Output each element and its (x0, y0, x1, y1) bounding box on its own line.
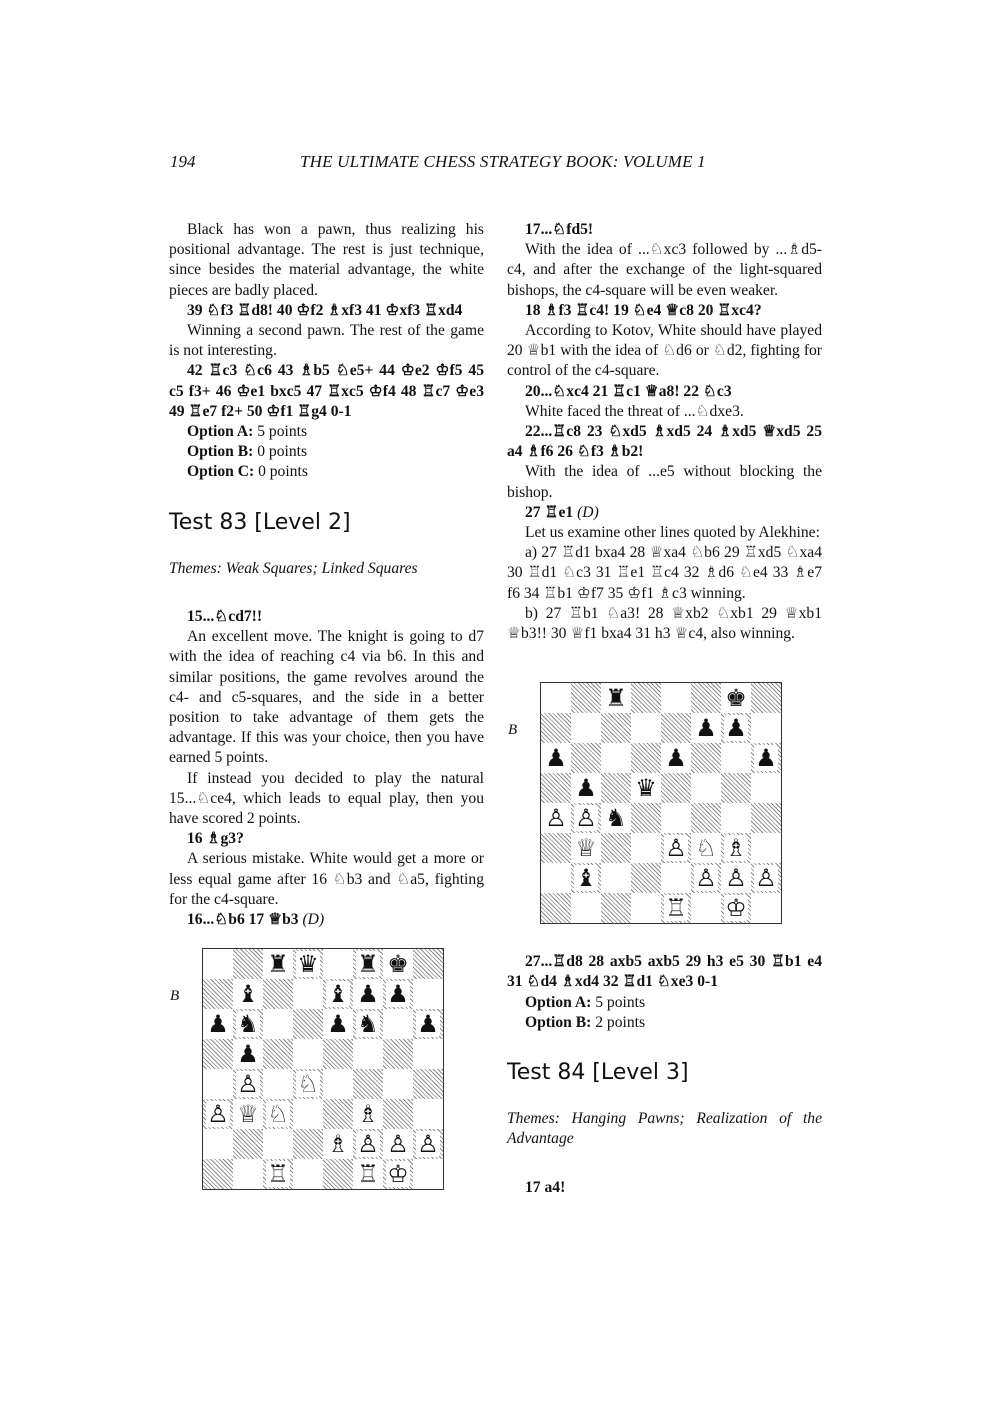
test-heading: Test 83 [Level 2] (169, 509, 351, 535)
chess-piece: ♚ (387, 950, 409, 979)
board-square (601, 743, 631, 773)
option-a: Option A: 5 points (525, 993, 646, 1011)
chess-piece: ♚ (725, 684, 747, 713)
side-to-move-label: B (170, 988, 180, 1005)
chess-piece: ♛ (635, 774, 657, 803)
board-square (631, 743, 661, 773)
board-square (691, 683, 721, 713)
board-square (383, 979, 413, 1009)
board-square (631, 863, 661, 893)
left-column (169, 220, 484, 1190)
paragraph: A serious mistake. White would get a more or less equal game after 16 ♘b3 and ♘a5, fighting for the c4-square. (169, 850, 484, 908)
board-square (601, 833, 631, 863)
chess-piece: ♜ (605, 684, 627, 713)
board-square (571, 803, 601, 833)
board-square (203, 979, 233, 1009)
paragraph: If instead you decided to play the natural 15...♘ce4, which leads to equal play, then you have scored 2 points. (169, 769, 484, 828)
board-square (691, 893, 721, 923)
board-square (721, 773, 751, 803)
board-square (691, 863, 721, 893)
board-square (721, 893, 751, 923)
board-square (203, 1129, 233, 1159)
move-line: 22...♖c8 23 ♘xd5 ♗xd5 24 ♗xd5 ♕xd5 25 a4 ♗f6 26 ♘f3 ♗b2! (507, 423, 822, 461)
board-square (541, 893, 571, 923)
option-b: Option B: 0 points (187, 443, 308, 461)
board-square (751, 773, 781, 803)
board-square (383, 1129, 413, 1159)
chess-piece: ♝ (575, 864, 597, 893)
board-square (293, 1159, 323, 1189)
board-square (541, 713, 571, 743)
chess-piece: ♟ (575, 774, 597, 803)
paragraph: With the idea of ...e5 without blocking the bishop. (507, 463, 822, 501)
paragraph: a) 27 ♖d1 bxa4 28 ♕xa4 ♘b6 29 ♖xd5 ♘xa4 30 ♖d1 ♘c3 31 ♖e1 ♖c4 32 ♗d6 ♘e4 33 ♗e7 f6 34 ♖b1 ♔f7 35 ♔f1 ♗c3 winning. (507, 544, 822, 602)
board-square (721, 683, 751, 713)
board-square (383, 1069, 413, 1099)
move-line: 16 ♗g3? (187, 830, 244, 848)
chess-piece: ♟ (665, 744, 687, 773)
board-square (413, 1159, 443, 1189)
chess-piece: ♕ (575, 834, 597, 863)
move-line: 16...♘b6 17 ♕b3 (D) (187, 911, 325, 929)
board-square (541, 863, 571, 893)
board-square (323, 949, 353, 979)
board-square (353, 1099, 383, 1129)
board-square (631, 833, 661, 863)
board-square (353, 1129, 383, 1159)
board-square (203, 1009, 233, 1039)
board-square (413, 1009, 443, 1039)
board-square (293, 1069, 323, 1099)
chess-piece: ♝ (237, 980, 259, 1009)
board-square (353, 979, 383, 1009)
chess-piece: ♙ (357, 1130, 379, 1159)
chess-piece: ♙ (417, 1130, 439, 1159)
chess-piece: ♞ (605, 804, 627, 833)
board-square (541, 743, 571, 773)
board-square (323, 1069, 353, 1099)
chess-piece: ♜ (357, 950, 379, 979)
board-square (751, 713, 781, 743)
move-line: 18 ♗f3 ♖c4! 19 ♘e4 ♕c8 20 ♖xc4? (525, 301, 762, 319)
chess-piece: ♙ (665, 834, 687, 863)
board-square (631, 683, 661, 713)
chess-piece: ♟ (207, 1010, 229, 1039)
board-square (203, 1039, 233, 1069)
move-line: 17 a4! (525, 1178, 566, 1196)
board-square (571, 743, 601, 773)
chess-piece: ♖ (357, 1160, 379, 1189)
board-square (661, 713, 691, 743)
chess-piece: ♙ (725, 864, 747, 893)
board-square (661, 833, 691, 863)
chess-piece: ♗ (725, 834, 747, 863)
board-square (691, 833, 721, 863)
move-line: 27 ♖e1 (D) (525, 503, 599, 521)
paragraph: Winning a second pawn. The rest of the game is not interesting. (169, 322, 484, 360)
chess-board (540, 682, 782, 924)
move-line: 15...♘cd7!! (187, 608, 263, 626)
board-square (293, 1129, 323, 1159)
board-square (721, 743, 751, 773)
move-line: 39 ♘f3 ♖d8! 40 ♔f2 ♗xf3 41 ♔xf3 ♖xd4 (187, 301, 463, 319)
board-square (323, 1009, 353, 1039)
board-square (383, 949, 413, 979)
test-heading: Test 84 [Level 3] (507, 1060, 689, 1086)
board-square (293, 949, 323, 979)
board-square (751, 863, 781, 893)
chess-piece: ♙ (695, 864, 717, 893)
board-square (691, 773, 721, 803)
board-square (571, 773, 601, 803)
chess-piece: ♔ (725, 894, 747, 923)
board-square (541, 683, 571, 713)
themes-line: Themes: Hanging Pawns; Realization of the Advantage (507, 1110, 822, 1148)
chess-piece: ♙ (387, 1130, 409, 1159)
board-square (323, 1129, 353, 1159)
board-square (721, 713, 751, 743)
board-square (263, 1039, 293, 1069)
board-square (293, 1039, 323, 1069)
paragraph: With the idea of ...♘xc3 followed by ...♗d5-c4, and after the exchange of the light-squared bishops, the c4-square will be even weaker. (507, 241, 822, 299)
board-square (631, 713, 661, 743)
chess-piece: ♞ (357, 1010, 379, 1039)
chess-piece: ♘ (695, 834, 717, 863)
board-square (323, 1099, 353, 1129)
board-square (721, 833, 751, 863)
move-line: 27...♖d8 28 axb5 axb5 29 h3 e5 30 ♖b1 e4 31 ♘d4 ♗xd4 32 ♖d1 ♘xe3 0-1 (507, 953, 822, 991)
chess-board (202, 948, 444, 1190)
board-square (601, 893, 631, 923)
move-line: 17...♘fd5! (525, 221, 594, 238)
move-line: 42 ♖c3 ♘c6 43 ♗b5 ♘e5+ 44 ♔e2 ♔f5 45 c5 f3+ 46 ♔e1 bxc5 47 ♖xc5 ♔f4 48 ♖c7 ♔e3 49 ♖e7 f2+ 50 ♔f1 ♖g4 0-1 (169, 362, 484, 420)
page-number: 194 (170, 152, 196, 171)
board-square (323, 1159, 353, 1189)
board-square (541, 833, 571, 863)
book-title: THE ULTIMATE CHESS STRATEGY BOOK: VOLUME 1 (300, 152, 706, 171)
board-square (353, 949, 383, 979)
chess-diagram (508, 682, 822, 924)
themes-line: Themes: Weak Squares; Linked Squares (169, 559, 418, 577)
paragraph: According to Kotov, White should have played 20 ♕b1 with the idea of ♘d6 or ♘d2, fighting for control of the c4-square. (507, 322, 822, 380)
chess-piece: ♘ (297, 1070, 319, 1099)
board-square (233, 979, 263, 1009)
board-square (661, 893, 691, 923)
right-column (507, 220, 822, 1198)
board-square (263, 1159, 293, 1189)
board-square (353, 1039, 383, 1069)
board-square (751, 683, 781, 713)
paragraph: b) 27 ♖b1 ♘a3! 28 ♕xb2 ♘xb1 29 ♕xb1 ♕b3!! 30 ♕f1 bxa4 31 h3 ♕c4, also winning. (507, 604, 822, 643)
board-square (263, 1099, 293, 1129)
board-square (571, 863, 601, 893)
chess-piece: ♟ (755, 744, 777, 773)
board-square (203, 949, 233, 979)
paragraph: White faced the threat of ...♘dxe3. (525, 402, 744, 420)
board-square (233, 1069, 263, 1099)
board-square (601, 863, 631, 893)
chess-piece: ♙ (575, 804, 597, 833)
board-square (383, 1039, 413, 1069)
board-square (571, 833, 601, 863)
board-square (233, 949, 263, 979)
board-square (631, 803, 661, 833)
board-square (263, 979, 293, 1009)
chess-piece: ♙ (755, 864, 777, 893)
board-square (413, 1099, 443, 1129)
board-square (323, 979, 353, 1009)
board-square (383, 1009, 413, 1039)
board-square (631, 773, 661, 803)
chess-piece: ♟ (545, 744, 567, 773)
board-square (661, 863, 691, 893)
board-square (691, 803, 721, 833)
board-square (571, 683, 601, 713)
chess-piece: ♙ (237, 1070, 259, 1099)
board-square (233, 1009, 263, 1039)
board-square (233, 1129, 263, 1159)
chess-piece: ♖ (665, 894, 687, 923)
chess-piece: ♟ (387, 980, 409, 1009)
chess-piece: ♔ (387, 1160, 409, 1189)
running-header (170, 152, 830, 178)
board-square (751, 803, 781, 833)
chess-piece: ♗ (327, 1130, 349, 1159)
board-square (601, 803, 631, 833)
chess-piece: ♝ (327, 980, 349, 1009)
board-square (353, 1009, 383, 1039)
board-square (353, 1159, 383, 1189)
board-square (263, 949, 293, 979)
board-square (203, 1069, 233, 1099)
chess-piece: ♟ (725, 714, 747, 743)
board-square (203, 1159, 233, 1189)
board-square (631, 893, 661, 923)
board-square (263, 1069, 293, 1099)
board-square (353, 1069, 383, 1099)
chess-piece: ♙ (545, 804, 567, 833)
board-square (413, 979, 443, 1009)
board-square (233, 1099, 263, 1129)
move-line: 20...♘xc4 21 ♖c1 ♕a8! 22 ♘c3 (525, 382, 732, 400)
side-to-move-label: B (508, 722, 518, 739)
board-square (661, 803, 691, 833)
chess-piece: ♟ (327, 1010, 349, 1039)
board-square (293, 1099, 323, 1129)
board-square (203, 1099, 233, 1129)
option-b: Option B: 2 points (525, 1013, 646, 1031)
board-square (751, 893, 781, 923)
chess-piece: ♟ (417, 1010, 439, 1039)
board-square (413, 1039, 443, 1069)
board-square (571, 713, 601, 743)
option-a: Option A: 5 points (187, 423, 308, 441)
board-square (691, 743, 721, 773)
board-square (233, 1039, 263, 1069)
paragraph: An excellent move. The knight is going to d7 with the idea of reaching c4 via b6. In this and similar positions, the game revolves around the c4- and c5-squares, and the side in a better position to take advantage of them gets the advantage. If this was your choice, then you have earned 5 points. (169, 628, 484, 767)
board-square (233, 1159, 263, 1189)
board-square (721, 803, 751, 833)
chess-piece: ♙ (207, 1100, 229, 1129)
paragraph: Black has won a pawn, thus realizing his positional advantage. The rest is just technique, since besides the material advantage, the white pieces are badly placed. (169, 221, 484, 299)
board-square (661, 743, 691, 773)
chess-piece: ♞ (237, 1010, 259, 1039)
board-square (541, 803, 571, 833)
chess-piece: ♜ (267, 950, 289, 979)
board-square (751, 833, 781, 863)
chess-piece: ♖ (267, 1160, 289, 1189)
board-square (751, 743, 781, 773)
board-square (413, 1069, 443, 1099)
board-square (383, 1099, 413, 1129)
board-square (323, 1039, 353, 1069)
chess-diagram (170, 948, 484, 1190)
chess-piece: ♛ (297, 950, 319, 979)
board-square (601, 773, 631, 803)
board-square (601, 713, 631, 743)
board-square (661, 773, 691, 803)
board-square (541, 773, 571, 803)
chess-piece: ♟ (237, 1040, 259, 1069)
chess-piece: ♘ (267, 1100, 289, 1129)
chess-piece: ♕ (237, 1100, 259, 1129)
option-c: Option C: 0 points (187, 463, 308, 481)
board-square (263, 1129, 293, 1159)
board-square (601, 683, 631, 713)
paragraph: Let us examine other lines quoted by Alekhine: (525, 524, 820, 542)
board-square (413, 1129, 443, 1159)
board-square (293, 1009, 323, 1039)
board-square (293, 979, 323, 1009)
board-square (571, 893, 601, 923)
board-square (721, 863, 751, 893)
board-square (263, 1009, 293, 1039)
board-square (383, 1159, 413, 1189)
chess-piece: ♟ (357, 980, 379, 1009)
board-square (691, 713, 721, 743)
chess-piece: ♗ (357, 1100, 379, 1129)
chess-piece: ♟ (695, 714, 717, 743)
board-square (661, 683, 691, 713)
board-square (413, 949, 443, 979)
